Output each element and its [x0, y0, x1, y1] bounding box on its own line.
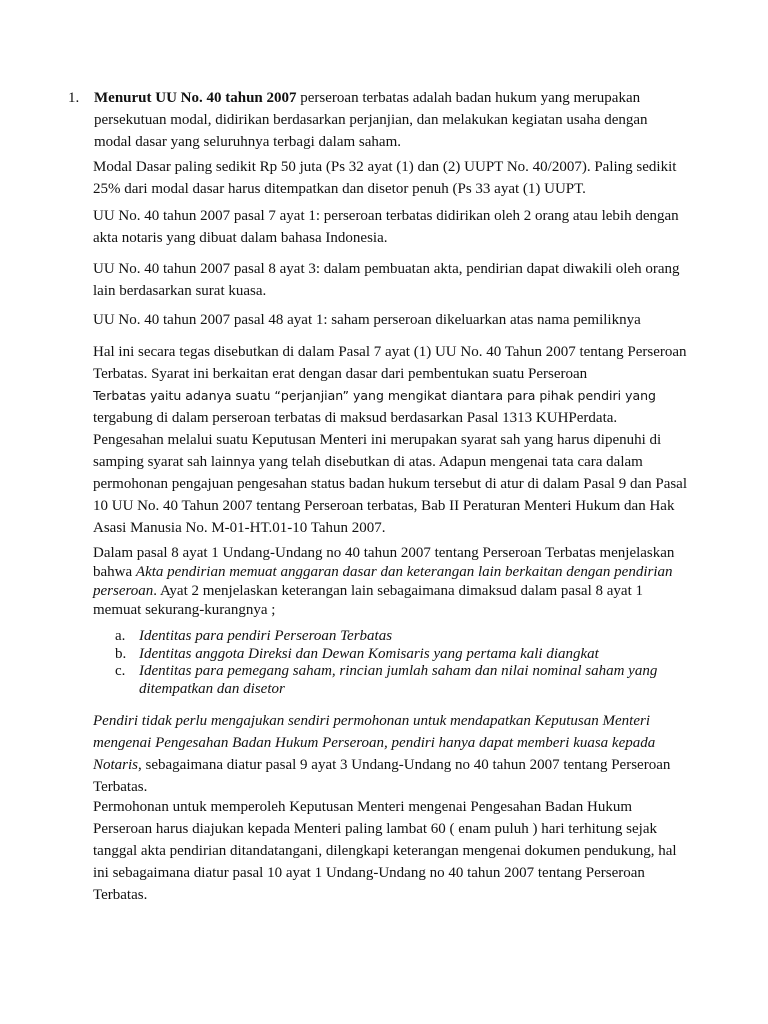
- hal-ini-end: tergabung di dalam perseroan terbatas di maksud berdasarkan Pasal 1313 KUHPerdata.: [93, 410, 618, 426]
- list-marker: a.: [115, 628, 126, 644]
- item-1-text: perseroan terbatas adalah badan hukum yang merupakan persekutuan modal, didirikan berdasarkan perjanjian, dan melakukan kegiatan usaha dengan modal dasar yang seluruhnya terbagi dalam saham.: [94, 90, 648, 150]
- paragraph-hal-ini: [93, 341, 693, 429]
- paragraph-pasal-7: UU No. 40 tahun 2007 pasal 7 ayat 1: perseroan terbatas didirikan oleh 2 orang atau lebih dengan akta notaris yang dibuat dalam bahasa Indonesia.: [93, 208, 679, 246]
- paragraph-modal-dasar: Modal Dasar paling sedikit Rp 50 juta (Ps 32 ayat (1) dan (2) UUPT No. 40/2007). Paling sedikit 25% dari modal dasar harus ditempatkan dan disetor penuh (Ps 33 ayat (1) UUPT.: [93, 159, 677, 197]
- list-item-text: Identitas para pemegang saham, rincian jumlah saham dan nilai nominal saham yang ditempatkan dan disetor: [139, 663, 658, 697]
- hal-ini-sans-line: Terbatas yaitu adanya suatu “perjanjian” yang mengikat diantara para pihak pendiri yang: [93, 388, 656, 403]
- paragraph-pasal-48: UU No. 40 tahun 2007 pasal 48 ayat 1: saham perseroan dikeluarkan atas nama pemiliknya: [93, 312, 641, 328]
- list-item: [93, 646, 693, 664]
- paragraph-permohonan: Permohonan untuk memperoleh Keputusan Menteri mengenai Pengesahan Badan Hukum Perseroan harus diajukan kepada Menteri paling lambat 60 ( enam puluh ) hari terhitung sejak tanggal akta pendirian ditandatangani, dilengkapi keterangan mengenai dokumen pendukung, hal ini sebagaimana diatur pasal 10 ayat 1 Undang-Undang no 40 tahun 2007 tentang Perseroan Terbatas.: [93, 799, 677, 903]
- identitas-list: [93, 628, 693, 698]
- list-item-text: Identitas anggota Direksi dan Dewan Komisaris yang pertama kali diangkat: [139, 645, 599, 662]
- list-number: 1.: [68, 90, 80, 106]
- list-item: [93, 628, 693, 646]
- paragraph-pasal-8: UU No. 40 tahun 2007 pasal 8 ayat 3: dalam pembuatan akta, pendirian dapat diwakili oleh orang lain berdasarkan surat kuasa.: [93, 261, 680, 299]
- list-marker: c.: [115, 663, 126, 679]
- list-marker: b.: [115, 645, 127, 662]
- pendiri-italic: Pendiri tidak perlu mengajukan sendiri permohonan untuk mendapatkan Keputusan Menteri mengenai Pengesahan Badan Hukum Perseroan, pendiri hanya dapat memberi kuasa kepada Notaris: [93, 713, 656, 773]
- item-1-bold-lead: Menurut UU No. 40 tahun 2007: [94, 90, 297, 106]
- pendiri-tail: , sebagaimana diatur pasal 9 ayat 3 Undang-Undang no 40 tahun 2007 tentang Perseroan Terbatas.: [93, 757, 671, 795]
- paragraph-pendiri: [93, 710, 693, 798]
- paragraph-dalam-pasal-8: [93, 544, 693, 620]
- list-item: [93, 663, 693, 698]
- dalam-pasal-lead: Dalam pasal 8 ayat 1 Undang-Undang no 40 tahun 2007 tentang Perseroan Terbatas menjelaskan bahwa: [93, 545, 675, 580]
- item-1-definition: [94, 87, 684, 153]
- dalam-pasal-tail: . Ayat 2 menjelaskan keterangan lain sebagaimana dimaksud dalam pasal 8 ayat 1 memuat sekurang-kurangnya ;: [93, 583, 643, 618]
- dalam-pasal-italic: Akta pendirian memuat anggaran dasar dan keterangan lain berkaitan dengan pendirian perseroan: [93, 564, 673, 599]
- paragraph-pengesahan: Pengesahan melalui suatu Keputusan Menteri ini merupakan syarat sah yang harus dipenuhi di samping syarat sah lainnya yang telah disebutkan di atas. Adapun mengenai tata cara dalam permohonan pengajuan pengesahan status badan hukum tersebut di atur di dalam Pasal 9 dan Pasal 10 UU No. 40 Tahun 2007 tentang Perseroan terbatas, Bab II Peraturan Menteri Hukum dan Hak Asasi Manusia No. M-01-HT.01-10 Tahun 2007.: [93, 432, 688, 536]
- hal-ini-text: Hal ini secara tegas disebutkan di dalam Pasal 7 ayat (1) UU No. 40 Tahun 2007 tentang Perseroan Terbatas. Syarat ini berkaitan erat dengan dasar dari pembentukan suatu Perseroan: [93, 344, 687, 382]
- list-item-text: Identitas para pendiri Perseroan Terbatas: [139, 628, 393, 644]
